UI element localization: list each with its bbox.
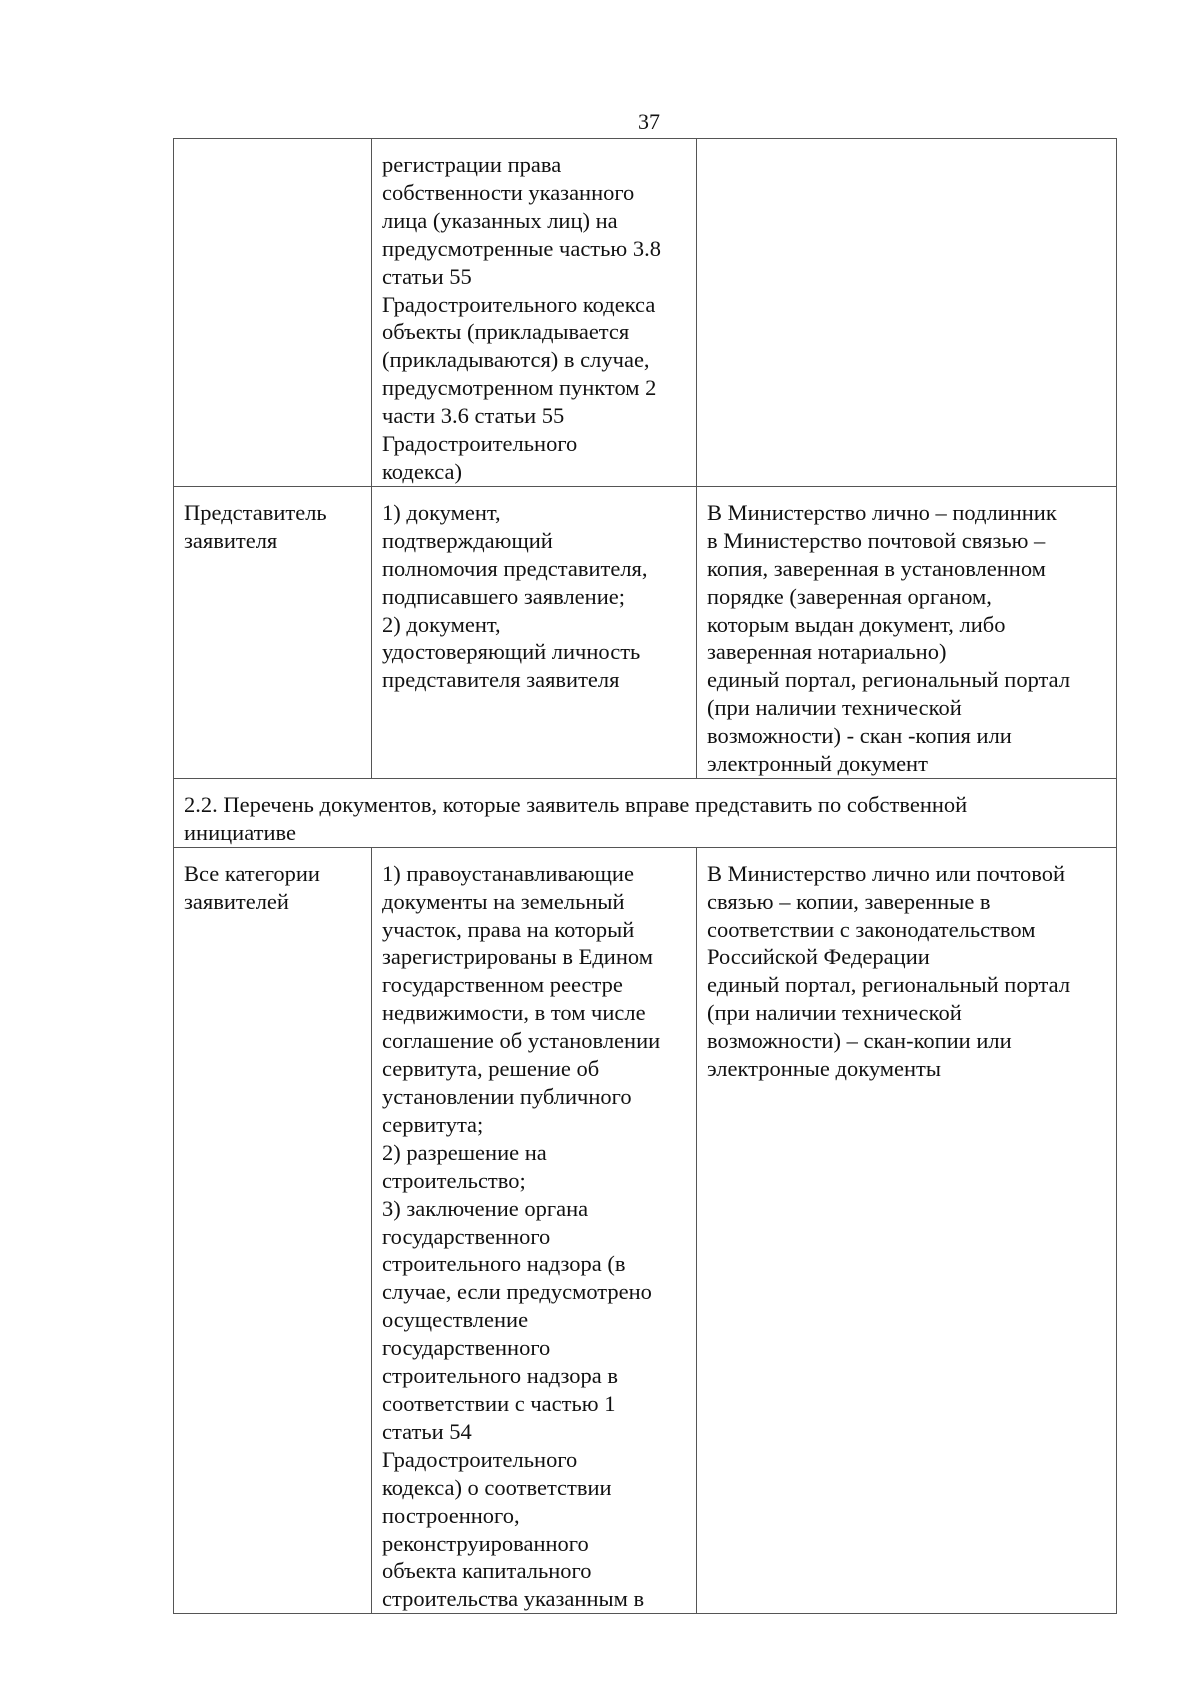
applicant-cell	[174, 486, 372, 778]
table-row	[174, 486, 1117, 778]
method-text: В Министерство лично – подлинник в Министерство почтовой связью – копия, заверенная в установленном порядке (заверенная органом, которым выдан документ, либо заверенная нотариально) единый портал, региональный портал (при наличии технической возможности) - скан -копия или электронный документ	[707, 499, 1071, 777]
section-heading-cell	[174, 778, 1117, 847]
documents-cell	[372, 486, 697, 778]
applicant-cell	[174, 139, 372, 487]
table-row	[174, 778, 1117, 847]
method-text: В Министерство лично или почтовой связью – копии, заверенные в соответствии с законодательством Российской Федерации единый портал, региональный портал (при наличии технической возможности) – скан-копии или электронные документы	[707, 860, 1071, 1082]
applicant-text: Представитель заявителя	[184, 499, 327, 553]
documents-text: 1) правоустанавливающие документы на земельный участок, права на который зарегистрированы в Едином государственном реестре недвижимости, в том числе соглашение об установлении сервитута, решение об установлении публичного сервитута; 2) разрешение на строительство; 3) заключение органа государственного строительного надзора (в случае, если предусмотрено осуществление государственного строительного надзора в соответствии с частью 1 статьи 54 Градостроительного кодекса) о соответствии построенного, реконструированного объекта капитального строительства указанным в	[382, 860, 661, 1612]
method-cell	[697, 139, 1117, 487]
documents-cell	[372, 847, 697, 1613]
documents-text: регистрации права собственности указанного лица (указанных лиц) на предусмотренные частью 3.8 статьи 55 Градостроительного кодекса объекты (прикладывается (прикладываются) в случае, предусмотренном пунктом 2 части 3.6 статьи 55 Градостроительного кодекса)	[382, 152, 661, 484]
section-heading: 2.2. Перечень документов, которые заявитель вправе представить по собственной инициативе	[184, 791, 968, 845]
applicant-text: Все категории заявителей	[184, 860, 320, 914]
table-row	[174, 139, 1117, 487]
documents-table	[173, 138, 1117, 1614]
applicant-cell	[174, 847, 372, 1613]
page-number: 37	[638, 109, 660, 134]
documents-text: 1) документ, подтверждающий полномочия представителя, подписавшего заявление; 2) документ, удостоверяющий личность представителя заявителя	[382, 499, 648, 693]
table-row	[174, 847, 1117, 1613]
method-cell	[697, 847, 1117, 1613]
method-cell	[697, 486, 1117, 778]
documents-cell	[372, 139, 697, 487]
